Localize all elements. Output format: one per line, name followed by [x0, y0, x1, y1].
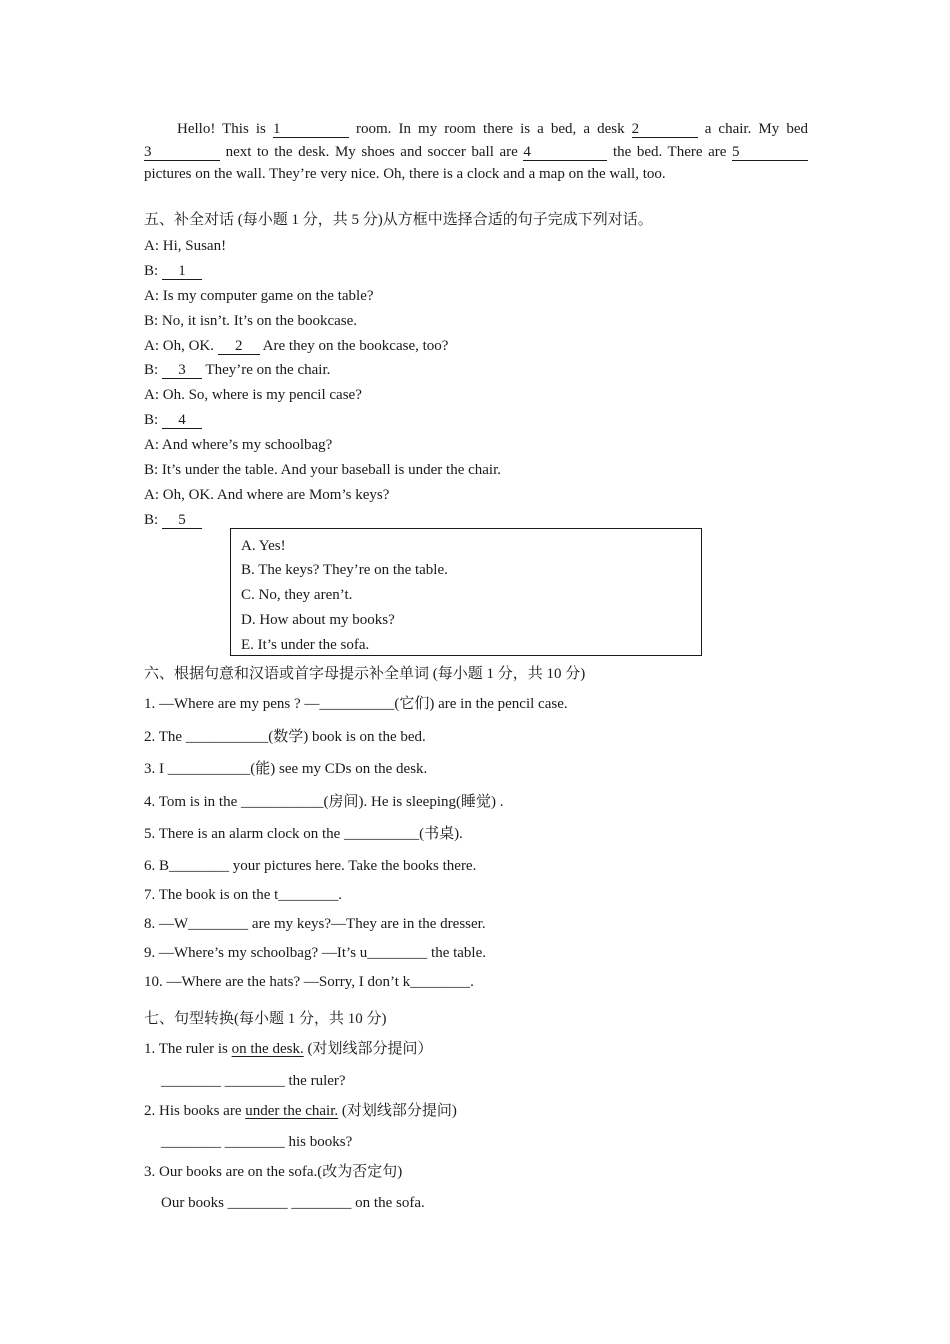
dialogue-blank-2[interactable]: 2 — [218, 338, 260, 355]
section-5-title: 五、补全对话 (每小题 1 分，共 5 分)从方框中选择合适的句子完成下列对话。 — [144, 212, 653, 228]
passage-text: Hello! This is — [177, 121, 273, 137]
option-d: D. How about my books? — [241, 612, 395, 628]
dialogue-blank-1[interactable]: 1 — [162, 263, 202, 280]
option-e: E. It’s under the sofa. — [241, 637, 370, 653]
question-item: 1. —Where are my pens ? —__________(它们) are in the pencil case. — [144, 696, 568, 712]
options-box — [230, 528, 702, 656]
answer-line-3[interactable]: Our books ________ ________ on the sofa. — [161, 1195, 425, 1211]
question-item: 7. The book is on the t________. — [144, 887, 343, 903]
section-7-title: 七、句型转换(每小题 1 分，共 10 分) — [144, 1011, 387, 1027]
question-item: 9. —Where’s my schoolbag? —It’s u________ the table. — [144, 945, 487, 961]
option-a: A. Yes! — [241, 538, 286, 554]
passage-text: pictures on the wall. They’re very nice. Oh, there is a clock and a map on the wall, too. — [144, 166, 666, 182]
section-6-title: 六、根据句意和汉语或首字母提示补全单词 (每小题 1 分，共 10 分) — [144, 666, 586, 682]
dialogue-blank-4[interactable]: 4 — [162, 412, 202, 429]
blank-5[interactable]: 5 — [732, 144, 808, 161]
transform-question-2: 2. His books are under the chair. (对划线部分提问) — [144, 1103, 457, 1119]
answer-line-1[interactable]: ________ ________ the ruler? — [161, 1073, 346, 1089]
transform-question-3: 3. Our books are on the sofa.(改为否定句) — [144, 1164, 403, 1180]
question-item: 10. —Where are the hats? —Sorry, I don’t k________. — [144, 974, 474, 990]
option-b: B. The keys? They’re on the table. — [241, 562, 448, 578]
option-c: C. No, they aren’t. — [241, 587, 353, 603]
cloze-passage — [144, 118, 808, 186]
dialogue-line: A: Oh, OK. 2 Are they on the bookcase, too? — [144, 338, 449, 354]
dialogue-line: A: Oh. So, where is my pencil case? — [144, 387, 362, 403]
question-item: 3. I ___________(能) see my CDs on the desk. — [144, 761, 428, 777]
dialogue-blank-3[interactable]: 3 — [162, 362, 202, 379]
blank-3[interactable]: 3 — [144, 144, 220, 161]
transform-question-1: 1. The ruler is on the desk. (对划线部分提问） — [144, 1041, 433, 1057]
question-item: 6. B________ your pictures here. Take the books there. — [144, 858, 477, 874]
blank-2[interactable]: 2 — [632, 121, 698, 138]
underlined-phrase: under the chair. — [245, 1103, 339, 1119]
dialogue-line: A: Oh, OK. And where are Mom’s keys? — [144, 487, 390, 503]
blank-1[interactable]: 1 — [273, 121, 349, 138]
dialogue-line: B: 4 — [144, 410, 202, 430]
answer-line-2[interactable]: ________ ________ his books? — [161, 1134, 353, 1150]
underlined-phrase: on the desk. — [231, 1041, 304, 1057]
blank-4[interactable]: 4 — [523, 144, 607, 161]
question-item: 2. The ___________(数学) book is on the bed. — [144, 729, 426, 745]
dialogue-blank-5[interactable]: 5 — [162, 512, 202, 529]
dialogue-line: B: It’s under the table. And your baseball is under the chair. — [144, 462, 501, 478]
dialogue-line: B: No, it isn’t. It’s on the bookcase. — [144, 313, 358, 329]
question-item: 8. —W________ are my keys?—They are in the dresser. — [144, 916, 486, 932]
dialogue-line: B: 1 — [144, 261, 202, 281]
passage-text: room. In my room there is a bed, a desk — [348, 121, 632, 137]
dialogue-line: B: 5 — [144, 510, 202, 530]
passage-text: a chair. My bed — [697, 121, 808, 137]
dialogue-line: A: Hi, Susan! — [144, 238, 227, 254]
question-item: 4. Tom is in the ___________(房间). He is sleeping(睡觉) . — [144, 794, 504, 810]
dialogue-line: B: 3 They’re on the chair. — [144, 362, 331, 378]
dialogue-line: A: And where’s my schoolbag? — [144, 437, 333, 453]
passage-text: next to the desk. My shoes and soccer ball are — [220, 143, 524, 160]
dialogue-line: A: Is my computer game on the table? — [144, 288, 374, 304]
question-item: 5. There is an alarm clock on the __________(书桌). — [144, 826, 463, 842]
passage-text: the bed. There are — [607, 143, 732, 160]
